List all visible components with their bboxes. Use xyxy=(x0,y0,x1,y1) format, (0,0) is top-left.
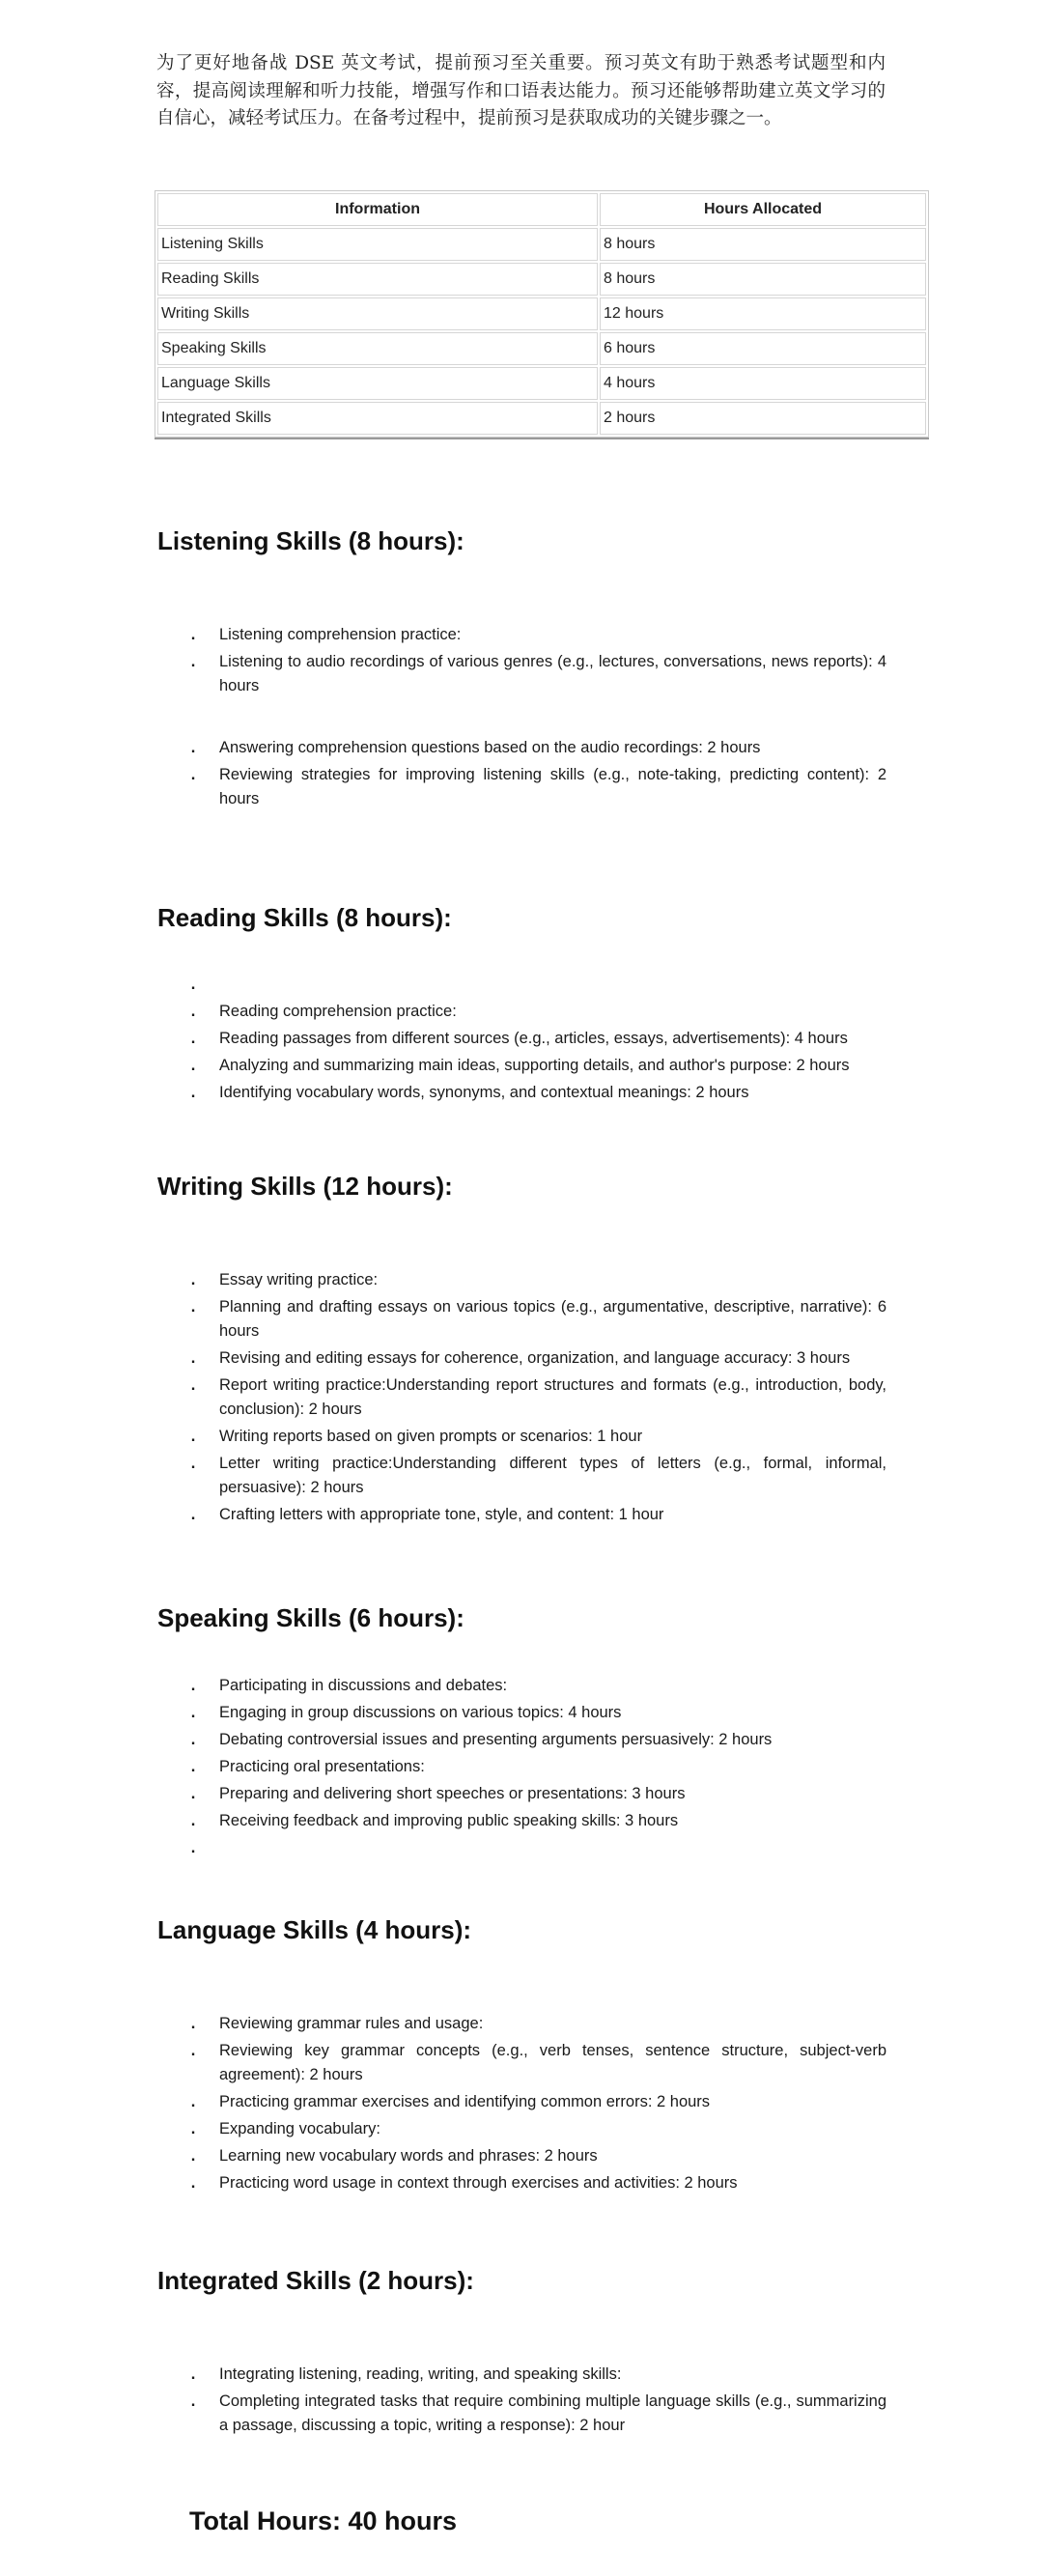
reading-list xyxy=(186,973,886,1108)
list-item: . Reviewing key grammar concepts (e.g., verb tenses, sentence structure, subject-verb agreement): 2 hours xyxy=(186,2039,886,2087)
list-item: . Participating in discussions and debates: xyxy=(186,1674,886,1698)
bullet-icon: . xyxy=(190,1084,196,1101)
bullet-icon: . xyxy=(190,1731,196,1748)
bullet-icon: . xyxy=(190,2174,196,2192)
bullet-icon: . xyxy=(190,2120,196,2137)
table-cell-hours: 8 hours xyxy=(600,263,926,296)
table-cell-skill: Reading Skills xyxy=(157,263,598,296)
list-item: . Learning new vocabulary words and phrases: 2 hours xyxy=(186,2144,886,2168)
list-item: . Reviewing strategies for improving listening skills (e.g., note-taking, predicting content): 2 hours xyxy=(186,763,886,811)
section-title: Language Skills (4 hours): xyxy=(157,1915,472,1944)
list-item: . Reading comprehension practice: xyxy=(186,1000,886,1024)
list-item: . Letter writing practice:Understanding different types of letters (e.g., formal, informal, persuasive): 2 hours xyxy=(186,1452,886,1500)
list-item: . Practicing grammar exercises and identifying common errors: 2 hours xyxy=(186,2090,886,2114)
bullet-icon: . xyxy=(190,1785,196,1802)
list-item: . Debating controversial issues and presenting arguments persuasively: 2 hours xyxy=(186,1728,886,1752)
table-cell-skill: Language Skills xyxy=(157,367,598,400)
integrated-list xyxy=(186,2363,886,2441)
bullet-icon: . xyxy=(190,626,196,643)
table-cell-skill: Writing Skills xyxy=(157,297,598,330)
table-cell-hours: 4 hours xyxy=(600,367,926,400)
bullet-icon: . xyxy=(190,1057,196,1074)
section-language xyxy=(157,1915,891,1945)
bullet-icon: . xyxy=(190,1839,196,1856)
speaking-list xyxy=(186,1674,886,1863)
listening-list xyxy=(186,623,886,814)
bullet-icon: . xyxy=(190,1758,196,1775)
table-row xyxy=(157,297,926,330)
list-item: . Planning and drafting essays on various topics (e.g., argumentative, descriptive, narrative): 6 hours xyxy=(186,1295,886,1344)
list-item: . Essay writing practice: xyxy=(186,1268,886,1292)
bullet-icon: . xyxy=(190,2015,196,2032)
list-item: . Answering comprehension questions based on the audio recordings: 2 hours xyxy=(186,736,886,760)
table-row xyxy=(157,228,926,261)
list-item: . Expanding vocabulary: xyxy=(186,2117,886,2141)
table-cell-skill: Speaking Skills xyxy=(157,332,598,365)
list-item: . Revising and editing essays for coherence, organization, and language accuracy: 3 hours xyxy=(186,1346,886,1371)
list-item xyxy=(186,1836,886,1860)
bullet-icon: . xyxy=(190,1271,196,1288)
section-title: Speaking Skills (6 hours): xyxy=(157,1603,464,1632)
table-row xyxy=(157,263,926,296)
section-title: Reading Skills (8 hours): xyxy=(157,903,452,932)
intro-paragraph: 为了更好地备战 DSE 英文考试，提前预习至关重要。预习英文有助于熟悉考试题型和内容，提高阅读理解和听力技能，增强写作和口语表达能力。预习还能够帮助建立英文学习的自信心，减轻考试压力。在备考过程中，提前预习是获取成功的关键步骤之一。 xyxy=(156,53,886,128)
table-header-information: Information xyxy=(157,193,598,226)
section-title: Writing Skills (12 hours): xyxy=(157,1172,453,1201)
table-row xyxy=(157,367,926,400)
list-item: . Identifying vocabulary words, synonyms, and contextual meanings: 2 hours xyxy=(186,1081,886,1105)
table-cell-skill: Listening Skills xyxy=(157,228,598,261)
table-cell-hours: 12 hours xyxy=(600,297,926,330)
list-item xyxy=(186,973,886,997)
list-item: . Listening to audio recordings of various genres (e.g., lectures, conversations, news reports): 4 hours xyxy=(186,650,886,698)
bullet-icon: . xyxy=(190,1428,196,1445)
hours-table xyxy=(155,190,929,438)
section-title: Integrated Skills (2 hours): xyxy=(157,2266,474,2295)
bullet-icon: . xyxy=(190,2042,196,2059)
bullet-icon: . xyxy=(190,1349,196,1367)
table-header-row xyxy=(157,193,926,226)
table-cell-skill: Integrated Skills xyxy=(157,402,598,435)
table-cell-hours: 2 hours xyxy=(600,402,926,435)
list-spacer xyxy=(186,701,886,733)
bullet-icon: . xyxy=(190,653,196,670)
total-hours: Total Hours: 40 hours xyxy=(189,2506,458,2535)
bullet-icon: . xyxy=(190,2365,196,2383)
list-item: . Analyzing and summarizing main ideas, supporting details, and author's purpose: 2 hours xyxy=(186,1054,886,1078)
list-item: . Completing integrated tasks that require combining multiple language skills (e.g., summarizing a passage, discussing a topic, writing a response): 2 hour xyxy=(186,2390,886,2438)
bullet-icon: . xyxy=(190,1455,196,1472)
list-item: . Reading passages from different sources (e.g., articles, essays, advertisements): 4 hours xyxy=(186,1027,886,1051)
bullet-icon: . xyxy=(190,739,196,756)
bullet-icon: . xyxy=(190,1677,196,1694)
section-listening xyxy=(157,526,891,556)
section-writing xyxy=(157,1172,891,1202)
bullet-icon: . xyxy=(190,1376,196,1394)
list-item: . Listening comprehension practice: xyxy=(186,623,886,647)
table-row xyxy=(157,332,926,365)
list-item: . Reviewing grammar rules and usage: xyxy=(186,2012,886,2036)
bullet-icon: . xyxy=(190,1704,196,1721)
table-header-hours: Hours Allocated xyxy=(600,193,926,226)
section-speaking xyxy=(157,1603,891,1633)
bullet-icon: . xyxy=(190,976,196,993)
section-integrated xyxy=(157,2266,891,2296)
bullet-icon: . xyxy=(190,766,196,783)
language-list xyxy=(186,2012,886,2198)
list-item: . Integrating listening, reading, writing, and speaking skills: xyxy=(186,2363,886,2387)
bullet-icon: . xyxy=(190,1298,196,1316)
writing-list xyxy=(186,1268,886,1530)
bullet-icon: . xyxy=(190,2147,196,2165)
list-item: . Engaging in group discussions on various topics: 4 hours xyxy=(186,1701,886,1725)
section-title: Listening Skills (8 hours): xyxy=(157,526,464,555)
list-item: . Preparing and delivering short speeches or presentations: 3 hours xyxy=(186,1782,886,1806)
bullet-icon: . xyxy=(190,1812,196,1829)
list-item: . Crafting letters with appropriate tone, style, and content: 1 hour xyxy=(186,1503,886,1527)
bullet-icon: . xyxy=(190,1506,196,1523)
table-cell-hours: 8 hours xyxy=(600,228,926,261)
table-row xyxy=(157,402,926,435)
bullet-icon: . xyxy=(190,2392,196,2410)
section-reading xyxy=(157,903,891,933)
list-item: . Practicing oral presentations: xyxy=(186,1755,886,1779)
list-item: . Practicing word usage in context through exercises and activities: 2 hours xyxy=(186,2171,886,2195)
table-cell-hours: 6 hours xyxy=(600,332,926,365)
bullet-icon: . xyxy=(190,2093,196,2110)
list-item: . Report writing practice:Understanding report structures and formats (e.g., introduction, body, conclusion): 2 hours xyxy=(186,1373,886,1422)
list-item: . Receiving feedback and improving public speaking skills: 3 hours xyxy=(186,1809,886,1833)
list-item: . Writing reports based on given prompts or scenarios: 1 hour xyxy=(186,1425,886,1449)
bullet-icon: . xyxy=(190,1003,196,1020)
bullet-icon: . xyxy=(190,1030,196,1047)
